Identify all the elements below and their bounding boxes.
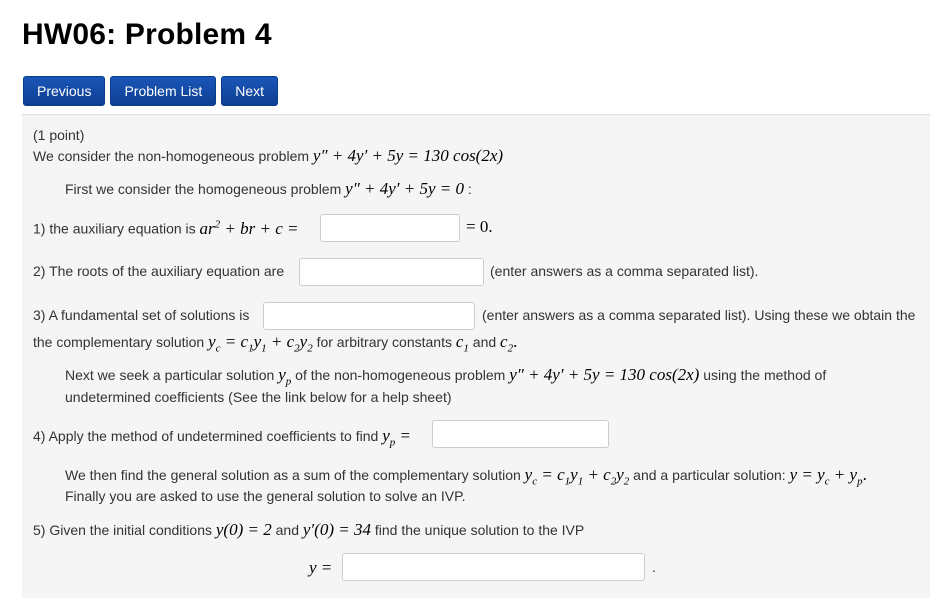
q4-answer-input[interactable] xyxy=(432,420,609,448)
problem-body xyxy=(22,114,930,598)
homogeneous-line xyxy=(65,179,472,199)
page-title: HW06: Problem 4 xyxy=(22,18,272,51)
constants-text: for arbitrary constants xyxy=(316,334,452,350)
problem-nav xyxy=(23,76,278,106)
particular-text-b: of the non-homogeneous problem xyxy=(295,367,506,383)
q1-suffix: = 0. xyxy=(466,217,493,236)
problem-list-button[interactable]: Problem List xyxy=(110,76,216,106)
general-line: We then find the general solution as a sum of the complementary solution $y_c = c_1y_1 + c_2y_2$ and a particular solution: $y = y_c + y_p$. xyxy=(65,465,867,488)
q2-hint: (enter answers as a comma separated list). xyxy=(490,263,759,279)
q4-symbol: $y_p$ = xyxy=(382,426,411,449)
points-label: (1 point) xyxy=(33,127,85,143)
q5-line xyxy=(33,520,584,540)
particular-text-a: Next we seek a particular solution xyxy=(65,367,275,383)
q1-text: 1) the auxiliary equation is xyxy=(33,220,196,237)
particular-equation: y″ + 4y′ + 5y = 130 cos(2x) xyxy=(509,365,700,384)
q5-text: 5) Given the initial conditions xyxy=(33,522,212,538)
homogeneous-text: First we consider the homogeneous problem xyxy=(65,181,342,197)
intro-line xyxy=(33,146,503,166)
q5-and: and xyxy=(275,522,299,538)
particular-text-c: using the method of xyxy=(703,367,827,383)
general-line2: Finally you are asked to use the general solution to solve an IVP. xyxy=(65,488,466,504)
complementary-text: the complementary solution xyxy=(33,334,205,350)
general-text-b: and a particular solution: xyxy=(633,467,786,483)
q3-text: 3) A fundamental set of solutions is xyxy=(33,307,250,323)
previous-button[interactable]: Previous xyxy=(23,76,105,106)
particular-line xyxy=(65,365,826,387)
q1-answer-input[interactable] xyxy=(320,214,460,242)
constant-c1: $c_1$ xyxy=(455,332,469,355)
q5-answer-input[interactable] xyxy=(342,553,645,581)
particular-symbol: $y_p$ xyxy=(278,365,292,388)
q3-line2: the complementary solution $y_c = c_1y_1 + c_2y_2$ for arbitrary constants $c_1$ and $c_2$. xyxy=(33,332,518,355)
q3-answer-input[interactable] xyxy=(263,302,475,330)
homogeneous-end: : xyxy=(467,181,472,197)
q4-text: 4) Apply the method of undetermined coefficients to find xyxy=(33,428,379,444)
q1-line xyxy=(33,218,299,239)
homogeneous-equation: y″ + 4y′ + 5y = 0 xyxy=(345,179,465,198)
general-complementary: $y_c = c_1y_1 + c_2y_2$ xyxy=(524,465,630,488)
q1-polynomial: $ar^2$ + br + c = xyxy=(199,218,299,238)
final-period: . xyxy=(652,559,656,575)
q4-line xyxy=(33,426,411,448)
next-button[interactable]: Next xyxy=(221,76,278,106)
q5-suffix: find the unique solution to the IVP xyxy=(374,522,585,538)
q2-answer-input[interactable] xyxy=(299,258,484,286)
general-text-a: We then find the general solution as a sum of the complementary solution xyxy=(65,467,521,483)
initial-condition-2: y′(0) = 34 xyxy=(302,520,371,539)
q3-hint: (enter answers as a comma separated list). Using these we obtain the xyxy=(482,307,916,323)
complementary-equation: $y_c = c_1y_1 + c_2y_2$ xyxy=(208,332,313,355)
intro-equation: y″ + 4y′ + 5y = 130 cos(2x) xyxy=(312,146,504,165)
constant-c2: $c_2$ xyxy=(500,332,514,355)
initial-condition-1: y(0) = 2 xyxy=(215,520,272,539)
intro-text: We consider the non-homogeneous problem xyxy=(33,148,310,164)
final-y-label: y = xyxy=(309,558,333,577)
constants-and: and xyxy=(472,334,497,350)
particular-line2: undetermined coefficients (See the link below for a help sheet) xyxy=(65,389,452,405)
q2-text: 2) The roots of the auxiliary equation are xyxy=(33,263,285,279)
general-solution: $y = y_c + y_p$ xyxy=(789,465,863,488)
